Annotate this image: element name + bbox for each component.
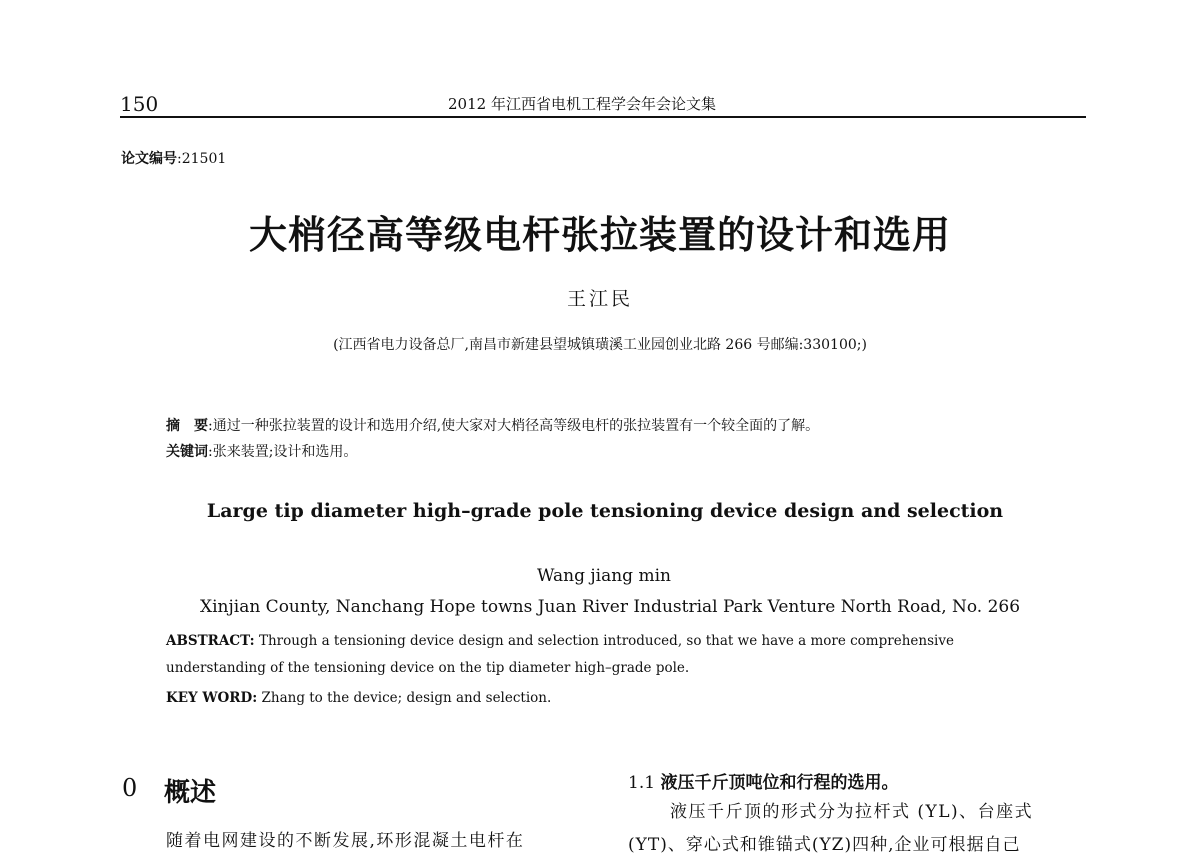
english-keywords: [166, 690, 551, 706]
chinese-keywords-text: :张来装置;设计和选用。: [208, 444, 358, 460]
chinese-affiliation: (江西省电力设备总厂,南昌市新建县望城镇璜溪工业园创业北路 266 号邮编:330100;): [333, 337, 867, 353]
english-abstract-text: Through a tensioning device design and selection introduced, so that we have a more comprehensive understanding of the tensioning device on the tip diameter high–grade pole.: [166, 633, 954, 676]
chinese-abstract: [166, 415, 819, 435]
section-1-1-body-line-1: 液压千斤顶的形式分为拉杆式 (YL)、台座式: [670, 802, 1034, 822]
chinese-title: 大梢径高等级电杆张拉装置的设计和选用: [248, 213, 951, 257]
running-header: 2012 年江西省电机工程学会年会论文集: [448, 95, 716, 113]
english-abstract-label: ABSTRACT:: [166, 633, 255, 649]
chinese-abstract-text: :通过一种张拉装置的设计和选用介绍,使大家对大梢径高等级电杆的张拉装置有一个较全面的了解。: [208, 418, 820, 434]
section-1-1-body-line-2: (YT)、穿心式和锥锚式(YZ)四种,企业可根据自己: [628, 835, 1021, 855]
paper-id-label: 论文编号: [121, 151, 177, 167]
chinese-keywords-label: 关键词: [166, 444, 208, 460]
section-1-1-title: 液压千斤顶吨位和行程的选用。: [660, 773, 899, 793]
chinese-keywords: [166, 441, 357, 461]
english-keywords-text: Zhang to the device; design and selection.: [261, 690, 552, 706]
section-0-number: 0: [122, 774, 138, 802]
page-number: 150: [120, 92, 159, 116]
paper-id-value: :21501: [177, 151, 227, 167]
english-keywords-label: KEY WORD:: [166, 690, 258, 706]
english-abstract: [166, 628, 1056, 682]
chinese-author: 王江民: [566, 288, 633, 310]
english-affiliation: Xinjian County, Nanchang Hope towns Juan River Industrial Park Venture North Road, No. 266: [200, 597, 1021, 617]
section-0-body-line: 随着电网建设的不断发展,环形混凝土电杆在: [166, 831, 525, 851]
english-author: Wang jiang min: [537, 566, 671, 586]
chinese-abstract-label: 摘 要: [166, 418, 208, 434]
header-rule: [120, 116, 1086, 118]
section-1-1-heading: [628, 768, 898, 793]
paper-id: [121, 148, 226, 168]
english-title: Large tip diameter high–grade pole tensioning device design and selection: [206, 500, 1004, 522]
section-0-title: 概述: [164, 778, 217, 808]
section-1-1-number: 1.1: [628, 773, 656, 793]
